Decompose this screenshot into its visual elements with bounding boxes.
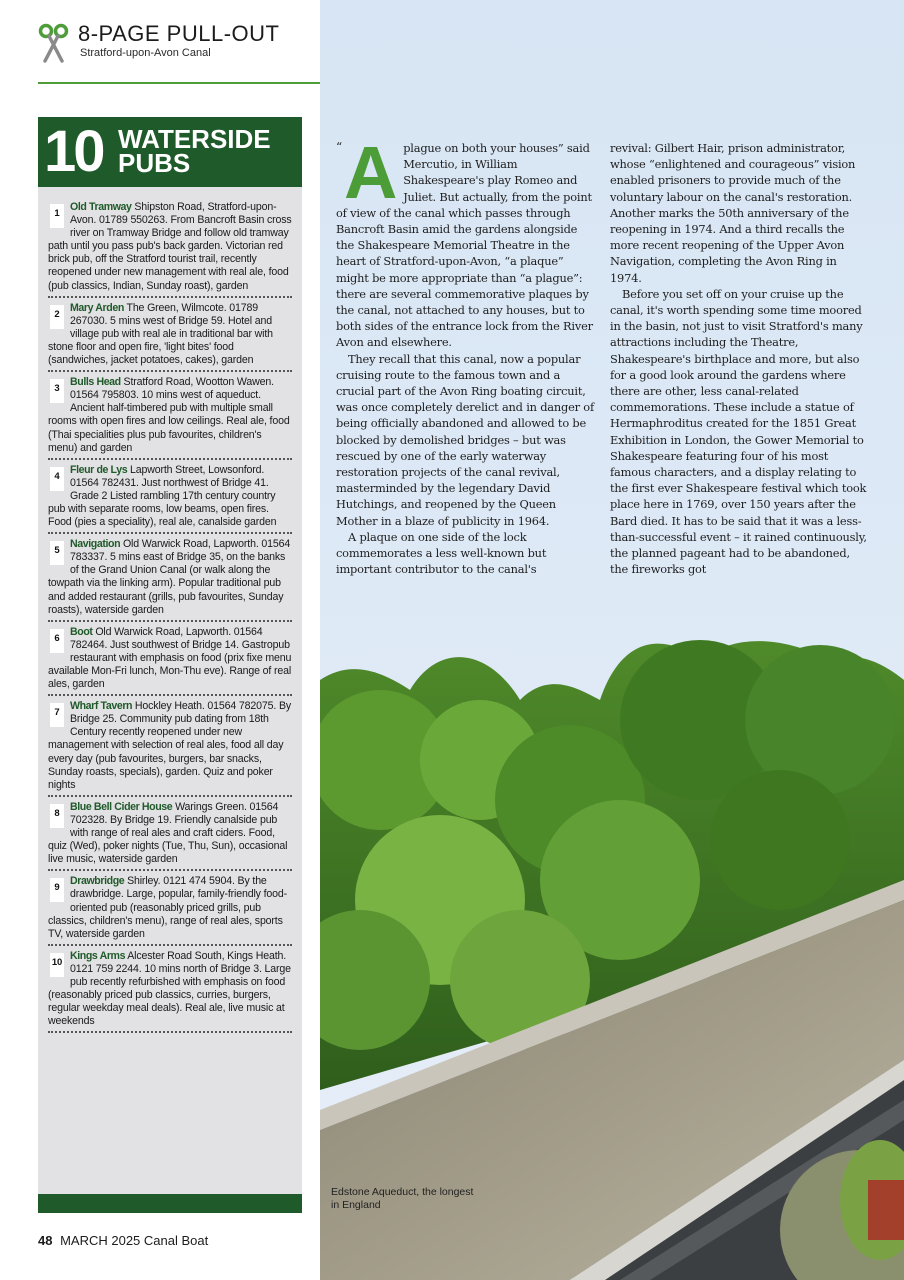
pub-name: Mary Arden xyxy=(70,301,124,314)
pub-name: Old Tramway xyxy=(70,201,132,213)
pub-name: Kings Arms xyxy=(70,949,126,962)
article-column-1 xyxy=(336,131,598,577)
article-text: plague on both your houses” said Mercutio, in William Shakespeare's play Romeo and Juliet. But actually, from the point of view of the canal which passes through Bancroft Basin amid the gardens alongside the Shakespeare Memorial Theatre in the heart of Stratford-upon-Avon, “a plaque” might be more appropriate than “a plague”: there are several commemorative plaques by the canal, not attached to any houses, but to both sides of the entrance lock from the River Avon and elsewhere. xyxy=(336,141,593,350)
page-footer xyxy=(38,1233,208,1248)
pullout-header xyxy=(38,20,320,66)
pub-number: 5 xyxy=(50,541,64,565)
pub-name: Fleur de Lys xyxy=(70,463,128,476)
article-paragraph: They recall that this canal, now a popular cruising route to the famous town and a crucial part of the Avon Ring boating circuit, was once completely derelict and in danger of being officially abandoned and allowed to be blocked by demolished bridges – but was rescued by one of the early waterway restoration projects of the canal revival, masterminded by the legendary David Hutchings, and reopened by the Queen Mother in a blaze of publicity in 1964. xyxy=(336,351,594,528)
pub-number: 8 xyxy=(50,804,64,828)
pub-name: Blue Bell Cider House xyxy=(70,800,173,813)
pub-item xyxy=(48,801,292,871)
issue-label: MARCH 2025 Canal Boat xyxy=(60,1233,209,1248)
pub-number: 9 xyxy=(50,878,64,902)
pub-item xyxy=(48,538,292,622)
pub-item xyxy=(48,950,292,1034)
opening-quote: “ xyxy=(336,140,342,154)
pub-details: Alcester Road South, Kings Heath. 0121 759 2244. 10 mins north of Bridge 3. Large pub recently refurbished with emphasis on food (reasonably priced pub classics, curries, burgers, regular weekday meal deals). Real ale, live music at weekends xyxy=(48,949,291,1028)
pub-item xyxy=(48,201,292,298)
pubs-heading xyxy=(38,117,302,187)
pub-details: Hockley Heath. 01564 782075. By Bridge 25. Community pub dating from 18th Century recently reopened under new management with selection of real ales, food all day every day (pub favourites, burgers, bar snacks, Sunday roasts, specials), garden. Quiz and poker nights xyxy=(48,700,292,791)
pub-number: 2 xyxy=(50,305,64,329)
pub-number: 6 xyxy=(50,629,64,653)
pub-details: Lapworth Street, Lowsonford. 01564 782431. Just northwest of Bridge 41. Grade 2 Listed rambling 17th century country pub with separate rooms, low beams, open fires. Food (pies a speciality), real ale, canalside garden xyxy=(48,463,277,529)
pub-name: Boot xyxy=(70,625,93,638)
pubs-heading-text xyxy=(118,124,271,178)
pub-item xyxy=(48,376,292,460)
article-paragraph: Before you set off on your cruise up the canal, it's worth spending some time moored in the basin, not just to visit Stratford's many attractions including the Theatre, Shakespeare's birthplace and more, but also for a good look around the gardens where there are other, less canal-related commemorations. These include a statue of Hermaphroditus created for the 1851 Great Exhibition in London, the Gower Memorial to Shakespeare featuring four of his most famous characters, and a display relating to the first ever Shakespeare festival which took place here in 1769, over 150 years after the Bard died. It has to be said that it was a less-than-successful event – it rained continuously, the planned pageant had to be abandoned, the fireworks got xyxy=(610,286,867,577)
drop-cap: A xyxy=(343,131,398,214)
pub-name: Bulls Head xyxy=(70,376,121,389)
pub-item xyxy=(48,626,292,696)
pub-name: Navigation xyxy=(70,538,121,551)
pub-number: 10 xyxy=(50,953,64,977)
page-number: 48 xyxy=(38,1233,53,1248)
pubs-footer-bar xyxy=(38,1194,302,1213)
article-column-2 xyxy=(610,140,868,577)
pub-details: The Green, Wilmcote. 01789 267030. 5 mins west of Bridge 59. Hotel and village pub with real ale in traditional bar with stone floor and open fire, 'light bites' food (sandwiches, jacket potatoes, cakes), garden xyxy=(48,301,273,367)
pub-details: Stratford Road, Wootton Wawen. 01564 795803. 10 mins west of aqueduct. Ancient half-timbered pub with multiple small rooms with open fires and low ceilings. Real ale, food (Thai specialities plus pub favourites, children's menu) and garden xyxy=(48,376,290,454)
pub-details: Warings Green. 01564 702328. By Bridge 19. Friendly canalside pub with range of real ales and craft ciders. Food, quiz (Wed), poker nights (Tue, Thu, Sun), occasional live music, waterside garden xyxy=(48,800,288,866)
pub-name: Drawbridge xyxy=(70,875,125,888)
pub-item xyxy=(48,464,292,534)
scissors-icon xyxy=(38,23,70,63)
pubs-count: 10 xyxy=(44,119,103,184)
pub-name: Wharf Tavern xyxy=(70,700,133,713)
pubs-heading-line: PUBS xyxy=(118,148,191,178)
pub-item xyxy=(48,302,292,372)
pub-details: Old Warwick Road, Lapworth. 01564 782464. Just southwest of Bridge 14. Gastropub restaurant with emphasis on food (prix fixe menu available Mon-Fri lunch, Mon-Thu eve). Range of real ales, garden xyxy=(48,625,292,691)
pub-item xyxy=(48,700,292,797)
pub-details: Old Warwick Road, Lapworth. 01564 783337. 5 mins east of Bridge 35, on the banks of the Grand Union Canal (or walk along the towpath via the linking arm). Popular traditional pub and added restaurant (grills, pub favourites, Sunday roasts), waterside garden xyxy=(48,538,291,616)
header-divider xyxy=(38,82,358,84)
pub-details: Shipston Road, Stratford-upon-Avon. 01789 550263. From Bancroft Basin cross river on Tramway Bridge and follow old tramway path until you pass pub's back garden. Victorian red brick pub, off the Stratford tourist trail, recently reopened under new management with real ale, food (pub classics, Indian, Sunday roast), garden xyxy=(48,201,292,292)
article-paragraph: revival: Gilbert Hair, prison administrator, whose “enlightened and courageous” vision enabled prisoners to provide much of the voluntary labour on the canal's restoration. Another marks the 50th anniversary of the reopening in 1974. And a third recalls the more recent reopening of the Upper Avon Navigation, completing the Avon Ring in 1974. xyxy=(610,141,856,285)
pullout-subtitle: Stratford-upon-Avon Canal xyxy=(80,47,211,59)
pullout-title: 8-PAGE PULL-OUT xyxy=(78,21,280,46)
pub-number: 4 xyxy=(50,467,64,491)
pubs-list xyxy=(38,187,302,1194)
pub-item xyxy=(48,875,292,945)
pub-number: 1 xyxy=(50,204,64,228)
pubs-heading-line: WATERSIDE xyxy=(118,124,271,154)
pub-number: 7 xyxy=(50,703,64,727)
article-paragraph: A plaque on one side of the lock commemorates a less well-known but important contributor to the canal's xyxy=(336,529,547,577)
pub-number: 3 xyxy=(50,379,64,403)
pub-details: Shirley. 0121 474 5904. By the drawbridge. Large, popular, family-friendly food-oriented pub (reasonably priced grills, pub classics, children's menu), range of real ales, sports TV, waterside garden xyxy=(48,875,288,940)
photo-caption: Edstone Aqueduct, the longest in England xyxy=(331,1186,474,1211)
article-paragraph xyxy=(336,131,598,351)
